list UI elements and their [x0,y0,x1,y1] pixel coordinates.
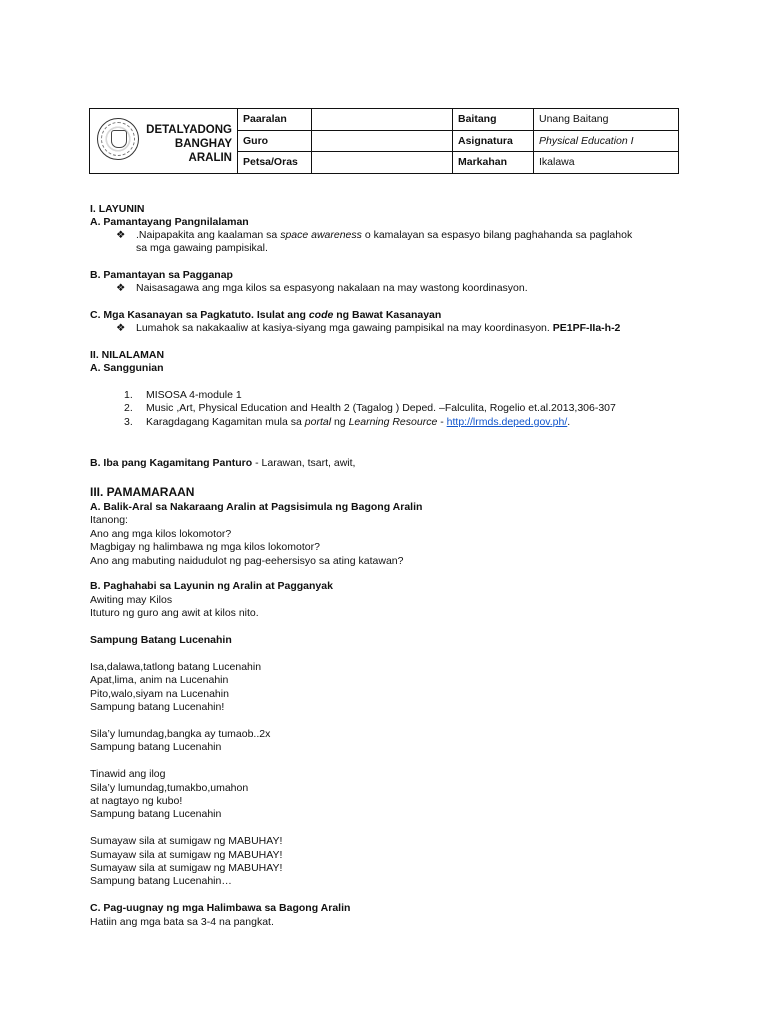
song-line: Sampung batang Lucenahin… [90,875,232,887]
ref-number: 2. [124,402,133,414]
song-line: Tinawid ang ilog [90,768,166,780]
guro-value [312,131,453,152]
bullet-icon: ❖ [116,322,126,334]
song-line: Sampung batang Lucenahin [90,741,222,753]
pamantayang-pangnilalaman-text-2: sa mga gawaing pampisikal. [136,242,268,254]
logo-cell [90,109,238,173]
header-table [89,108,679,174]
baitang-label: Baitang [453,109,534,131]
bullet-icon: ❖ [116,229,126,241]
paghahabi-heading: B. Paghahabi sa Layunin ng Aralin at Pagganyak [90,580,333,592]
song-line: Sila’y lumundag,bangka ay tumaob..2x [90,728,271,740]
bullet-icon: ❖ [116,282,126,294]
pag-uugnay-text: Hatiin ang mga bata sa 3-4 na pangkat. [90,916,274,928]
kagamitang-panturo: B. Iba pang Kagamitang Panturo - Larawan, tsart, awit, [90,457,356,469]
markahan-label: Markahan [453,152,534,173]
balik-aral-line: Magbigay ng halimbawa ng mga kilos lokomotor? [90,541,320,553]
lrmds-link[interactable]: http://lrmds.deped.gov.ph/ [446,416,568,428]
song-line: at nagtayo ng kubo! [90,795,183,807]
competency-code: PE1PF-IIa-h-2 [552,322,621,334]
ref-item: Karagdagang Kagamitan mula sa portal ng Learning Resource - http://lrmds.deped.gov.ph/. [146,416,571,428]
sanggunian-heading: A. Sanggunian [90,362,164,374]
balik-aral-line: Ano ang mabuting naidudulot ng pag-eehersisyo sa ating katawan? [90,555,404,567]
song-line: Isa,dalawa,tatlong batang Lucenahin [90,661,262,673]
document-title: DETALYADONG BANGHAY ARALIN [146,124,232,164]
petsa-oras-label: Petsa/Oras [238,152,312,173]
baitang-value: Unang Baitang [534,109,678,131]
pag-uugnay-heading: C. Pag-uugnay ng mga Halimbawa sa Bagong Aralin [90,902,351,914]
paghahabi-line: Awiting may Kilos [90,594,173,606]
nilalaman-heading: II. NILALAMAN [90,349,165,361]
asignatura-value: Physical Education I [534,131,678,152]
song-line: Sila’y lumundag,tumakbo,umahon [90,782,249,794]
paghahabi-line: Ituturo ng guro ang awit at kilos nito. [90,607,259,619]
ref-item: Music ,Art, Physical Education and Health 2 (Tagalog ) Deped. –Falculita, Rogelio et.al.2013,306-307 [146,402,616,414]
pamantayang-pangnilalaman-text: .Naipapakita ang kaalaman sa space awareness o kamalayan sa espasyo bilang paghahanda sa paglahok [136,229,633,241]
song-line: Sumayaw sila at sumigaw ng MABUHAY! [90,862,283,874]
header-grid [238,109,678,173]
song-line: Sampung batang Lucenahin [90,808,222,820]
deped-seal-icon [97,118,139,160]
song-title: Sampung Batang Lucenahin [90,634,232,646]
layunin-heading: I. LAYUNIN [90,203,145,215]
ref-number: 3. [124,416,133,428]
kasanayan-heading: C. Mga Kasanayan sa Pagkatuto. Isulat ang code ng Bawat Kasanayan [90,309,442,321]
song-line: Sumayaw sila at sumigaw ng MABUHAY! [90,849,283,861]
paaralan-label: Paaralan [238,109,312,131]
balik-aral-line: Itanong: [90,514,128,526]
ref-item: MISOSA 4-module 1 [146,389,242,401]
song-line: Sampung batang Lucenahin! [90,701,225,713]
paaralan-value [312,109,453,131]
song-line: Pito,walo,siyam na Lucenahin [90,688,229,700]
pamantayang-pangnilalaman-heading: A. Pamantayang Pangnilalaman [90,216,249,228]
kasanayan-text: Lumahok sa nakakaaliw at kasiya-siyang mga gawaing pampisikal na may koordinasyon. PE1PF-IIa-h-2 [136,322,621,334]
song-line: Sumayaw sila at sumigaw ng MABUHAY! [90,835,283,847]
pamantayan-pagganap-text: Naisasagawa ang mga kilos sa espasyong nakalaan na may wastong koordinasyon. [136,282,528,294]
guro-label: Guro [238,131,312,152]
pamamaraan-heading: III. PAMAMARAAN [90,485,195,499]
markahan-value: Ikalawa [539,156,575,168]
balik-aral-heading: A. Balik-Aral sa Nakaraang Aralin at Pagsisimula ng Bagong Aralin [90,501,423,513]
pamantayan-pagganap-heading: B. Pamantayan sa Pagganap [90,269,233,281]
balik-aral-line: Ano ang mga kilos lokomotor? [90,528,232,540]
petsa-oras-value [312,152,453,173]
song-line: Apat,lima, anim na Lucenahin [90,674,229,686]
asignatura-label: Asignatura [453,131,534,152]
ref-number: 1. [124,389,133,401]
